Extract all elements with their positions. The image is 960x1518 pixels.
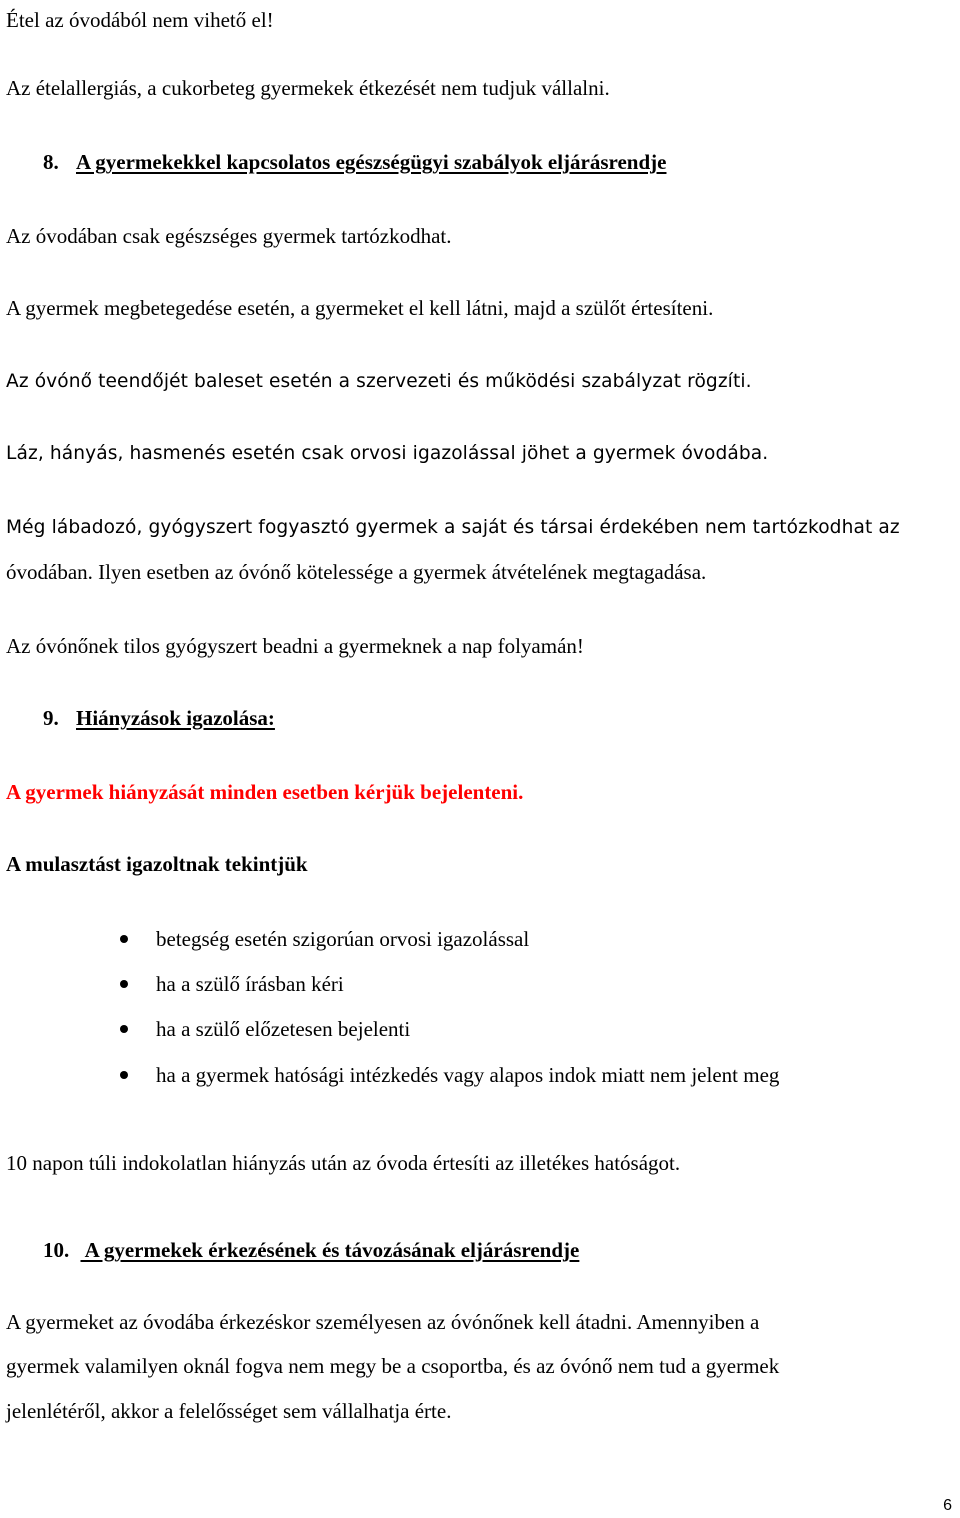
list-item bbox=[156, 1063, 779, 1087]
page-number: 6 bbox=[943, 1497, 952, 1514]
bullet-icon bbox=[120, 980, 128, 988]
list-item bbox=[156, 972, 344, 996]
list-item bbox=[156, 1017, 410, 1041]
bullet-icon bbox=[120, 1025, 128, 1033]
absence-notice-highlight: A gyermek hiányzását minden esetben kérjük bejelenteni. bbox=[6, 780, 524, 804]
section-title: Hiányzások igazolása: bbox=[76, 706, 275, 730]
section-title: A gyermekekkel kapcsolatos egészségügyi szabályok eljárásrendje bbox=[76, 150, 667, 174]
bullet-icon bbox=[120, 935, 128, 943]
section-heading-9 bbox=[43, 706, 275, 730]
paragraph-unexcused-absence: 10 napon túli indokolatlan hiányzás után az óvoda értesíti az illetékes hatóságot. bbox=[6, 1151, 681, 1175]
paragraph-fever: Láz, hányás, hasmenés esetén csak orvosi igazolással jöhet a gyermek óvodába. bbox=[6, 443, 769, 464]
section-heading-8 bbox=[43, 150, 666, 174]
list-item bbox=[156, 927, 529, 951]
list-item-text: betegség esetén szigorúan orvosi igazolással bbox=[156, 927, 530, 951]
list-item-text: ha a szülő előzetesen bejelenti bbox=[156, 1017, 411, 1041]
section-heading-10 bbox=[43, 1238, 579, 1262]
bullet-icon bbox=[120, 1071, 128, 1079]
section-title: A gyermekek érkezésének és távozásának eljárásrendje bbox=[80, 1238, 580, 1262]
paragraph-recovering-2: óvodában. Ilyen esetben az óvónő kötelessége a gyermek átvételének megtagadása. bbox=[6, 560, 707, 584]
paragraph-no-medicine: Az óvónőnek tilos gyógyszert beadni a gyermeknek a nap folyamán! bbox=[6, 634, 584, 658]
list-item-text: ha a szülő írásban kéri bbox=[156, 972, 344, 996]
paragraph-arrival-1: A gyermeket az óvodába érkezéskor személyesen az óvónőnek kell átadni. Amennyiben a bbox=[6, 1310, 760, 1334]
paragraph-allergy: Az ételallergiás, a cukorbeteg gyermekek étkezését nem tudjuk vállalni. bbox=[6, 76, 610, 100]
section-number: 9. bbox=[43, 706, 59, 730]
paragraph-accident: Az óvónő teendőjét baleset esetén a szervezeti és működési szabályzat rögzíti. bbox=[6, 371, 752, 392]
list-item-text: ha a gyermek hatósági intézkedés vagy alapos indok miatt nem jelent meg bbox=[156, 1063, 780, 1087]
section-number: 8. bbox=[43, 150, 59, 174]
paragraph-recovering-1: Még lábadozó, gyógyszert fogyasztó gyermek a saját és társai érdekében nem tartózkodhat az bbox=[6, 517, 900, 538]
paragraph-healthy-child: Az óvodában csak egészséges gyermek tartózkodhat. bbox=[6, 224, 452, 248]
paragraph-illness: A gyermek megbetegedése esetén, a gyermeket el kell látni, majd a szülőt értesíteni. bbox=[6, 296, 714, 320]
paragraph-food-rule: Étel az óvodából nem vihető el! bbox=[6, 8, 274, 32]
paragraph-arrival-2: gyermek valamilyen oknál fogva nem megy be a csoportba, és az óvónő nem tud a gyermek bbox=[6, 1354, 780, 1378]
paragraph-arrival-3: jelenlétéről, akkor a felelősséget sem vállalhatja érte. bbox=[6, 1399, 452, 1423]
absence-excused-intro: A mulasztást igazoltnak tekintjük bbox=[6, 852, 308, 876]
section-number: 10. bbox=[43, 1238, 70, 1262]
